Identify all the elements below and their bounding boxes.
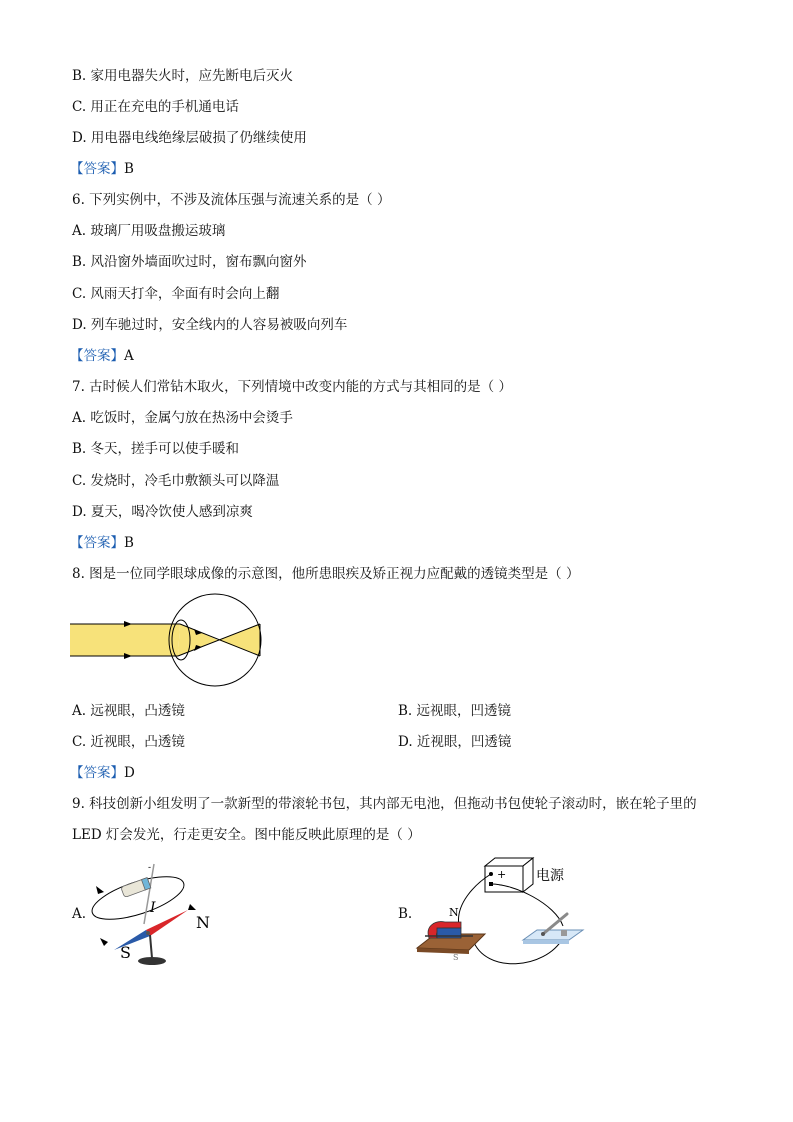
conductor-cylinder — [121, 878, 151, 898]
answer-tag: 【答案】 — [70, 161, 124, 177]
q6-option-b: B. 风沿窗外墙面吹过时，窗布飘向窗外 — [72, 254, 307, 270]
magnet-south-label: S — [453, 953, 459, 962]
power-label: 电源 — [536, 868, 564, 884]
answer-value: B — [124, 161, 134, 177]
answer-value: D — [124, 765, 135, 781]
q9-option-b-label: B. — [398, 906, 413, 922]
plus-label: + — [497, 868, 507, 881]
q7-option-b: B. 冬天，搓手可以使手暖和 — [72, 441, 240, 457]
q5-answer — [70, 161, 134, 177]
q6-answer — [70, 348, 134, 364]
q6-option-d: D. 列车驰过时，安全线内的人容易被吸向列车 — [72, 317, 348, 333]
q6-option-a: A. 玻璃厂用吸盘搬运玻璃 — [72, 223, 226, 239]
q5-option-c: C. 用正在充电的手机通电话 — [72, 99, 239, 115]
south-label: S — [120, 943, 131, 962]
eye-diagram — [70, 596, 270, 692]
magnet-north-label: N — [449, 906, 459, 919]
q7-option-d: D. 夏天，喝冷饮使人感到凉爽 — [72, 504, 253, 520]
q7-stem: 7. 古时候人们常钻木取火，下列情境中改变内能的方式与其相同的是（ ） — [72, 379, 512, 395]
q9-stem-line2: LED 灯会发光，行走更安全。图中能反映此原理的是（ ） — [72, 827, 421, 843]
answer-tag: 【答案】 — [70, 348, 124, 364]
current-label: I — [150, 900, 156, 916]
north-label: N — [196, 913, 210, 932]
minus-label: - — [499, 878, 503, 891]
answer-value: B — [124, 535, 134, 551]
q5-option-b: B. 家用电器失火时，应先断电后灭火 — [72, 68, 294, 84]
q8-answer — [70, 765, 135, 781]
q8-option-c: C. 近视眼，凸透镜 — [72, 734, 185, 750]
motor-experiment-figure — [415, 854, 590, 970]
compass-stand-base — [138, 957, 166, 965]
q8-option-d: D. 近视眼，凹透镜 — [398, 734, 512, 750]
answer-tag: 【答案】 — [70, 765, 124, 781]
q9-stem-line1: 9. 科技创新小组发明了一款新型的带滚轮书包，其内部无电池，但拖动书包使轮子滚动时，嵌在轮子里的 — [72, 796, 697, 812]
q8-option-a: A. 远视眼，凸透镜 — [72, 703, 185, 719]
q8-stem: 8. 图是一位同学眼球成像的示意图，他所患眼疾及矫正视力应配戴的透镜类型是（ ） — [72, 566, 580, 582]
answer-tag: 【答案】 — [70, 535, 124, 551]
q5-option-d: D. 用电器电线绝缘层破损了仍继续使用 — [72, 130, 307, 146]
light-beam — [70, 624, 180, 656]
answer-value: A — [124, 348, 134, 364]
switch-base — [523, 930, 583, 940]
q6-stem: 6. 下列实例中，不涉及流体压强与流速关系的是（ ） — [72, 192, 391, 208]
q7-answer — [70, 535, 134, 551]
q9-option-a-label: A. — [72, 906, 87, 922]
oersted-experiment-figure — [92, 862, 222, 968]
svg-text:-: - — [148, 863, 152, 873]
q8-option-b: B. 远视眼，凹透镜 — [398, 703, 512, 719]
q6-option-c: C. 风雨天打伞，伞面有时会向上翻 — [72, 286, 280, 302]
q7-option-a: A. 吃饭时，金属勺放在热汤中会烫手 — [72, 410, 293, 426]
q7-option-c: C. 发烧时，冷毛巾敷额头可以降温 — [72, 473, 280, 489]
